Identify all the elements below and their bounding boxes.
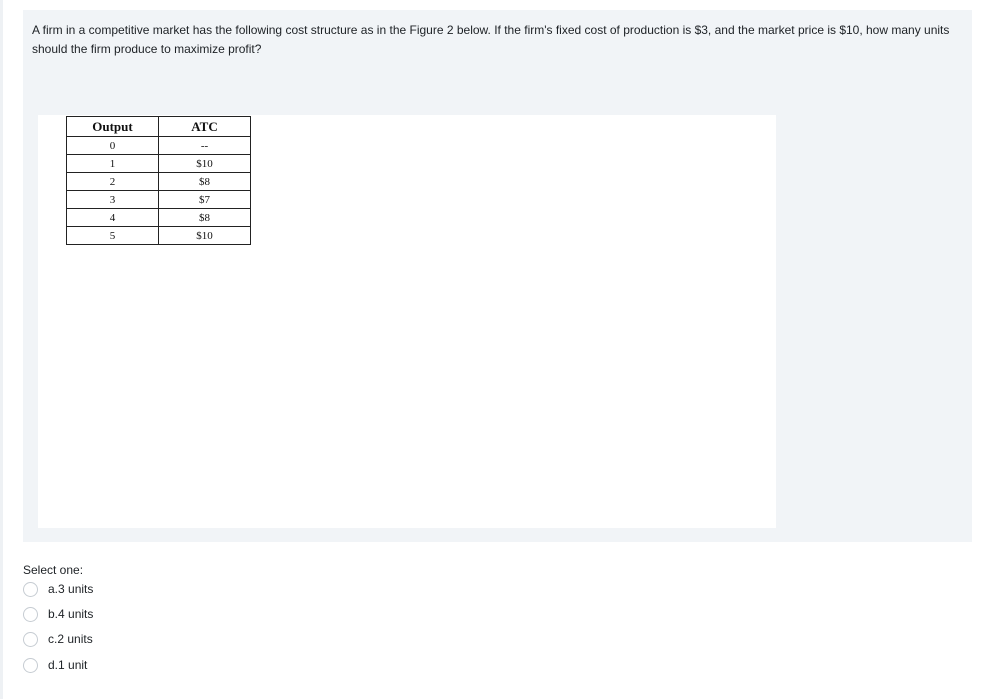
table-cell-output: 3 bbox=[67, 191, 159, 209]
table-cell-atc: -- bbox=[159, 137, 251, 155]
answer-option-a[interactable] bbox=[23, 580, 93, 598]
table-cell-output: 5 bbox=[67, 227, 159, 245]
table-cell-output: 4 bbox=[67, 209, 159, 227]
answer-option-c[interactable] bbox=[23, 630, 93, 648]
page-left-edge bbox=[0, 0, 3, 699]
cost-table bbox=[66, 116, 251, 245]
radio-button[interactable] bbox=[23, 632, 38, 647]
table-cell-output: 0 bbox=[67, 137, 159, 155]
question-box bbox=[23, 10, 972, 542]
radio-button[interactable] bbox=[23, 607, 38, 622]
table-header-atc: ATC bbox=[159, 117, 251, 137]
answer-option-d[interactable] bbox=[23, 656, 87, 674]
answer-option-label[interactable]: a.3 units bbox=[48, 582, 94, 596]
radio-button[interactable] bbox=[23, 658, 38, 673]
answer-option-label[interactable]: d.1 unit bbox=[48, 658, 88, 672]
table-cell-atc: $10 bbox=[159, 155, 251, 173]
table-cell-atc: $8 bbox=[159, 173, 251, 191]
table-cell-output: 1 bbox=[67, 155, 159, 173]
figure-panel bbox=[38, 115, 776, 528]
table-row bbox=[67, 209, 251, 227]
table-row bbox=[67, 137, 251, 155]
table-cell-atc: $10 bbox=[159, 227, 251, 245]
radio-button[interactable] bbox=[23, 582, 38, 597]
table-cell-atc: $8 bbox=[159, 209, 251, 227]
table-header-output: Output bbox=[67, 117, 159, 137]
select-one-prompt: Select one: bbox=[23, 563, 84, 577]
table-row bbox=[67, 173, 251, 191]
question-text: A firm in a competitive market has the following cost structure as in the Figure 2 below. If the firm's fixed cost of production is $3, and the market price is $10, how many units should the firm produce to maximize profit? bbox=[32, 23, 950, 56]
answer-option-label[interactable]: c.2 units bbox=[48, 632, 93, 646]
answer-option-label[interactable]: b.4 units bbox=[48, 607, 94, 621]
table-header-row bbox=[67, 117, 251, 137]
table-row bbox=[67, 227, 251, 245]
table-row bbox=[67, 191, 251, 209]
table-cell-output: 2 bbox=[67, 173, 159, 191]
answer-option-b[interactable] bbox=[23, 605, 93, 623]
table-cell-atc: $7 bbox=[159, 191, 251, 209]
table-row bbox=[67, 155, 251, 173]
